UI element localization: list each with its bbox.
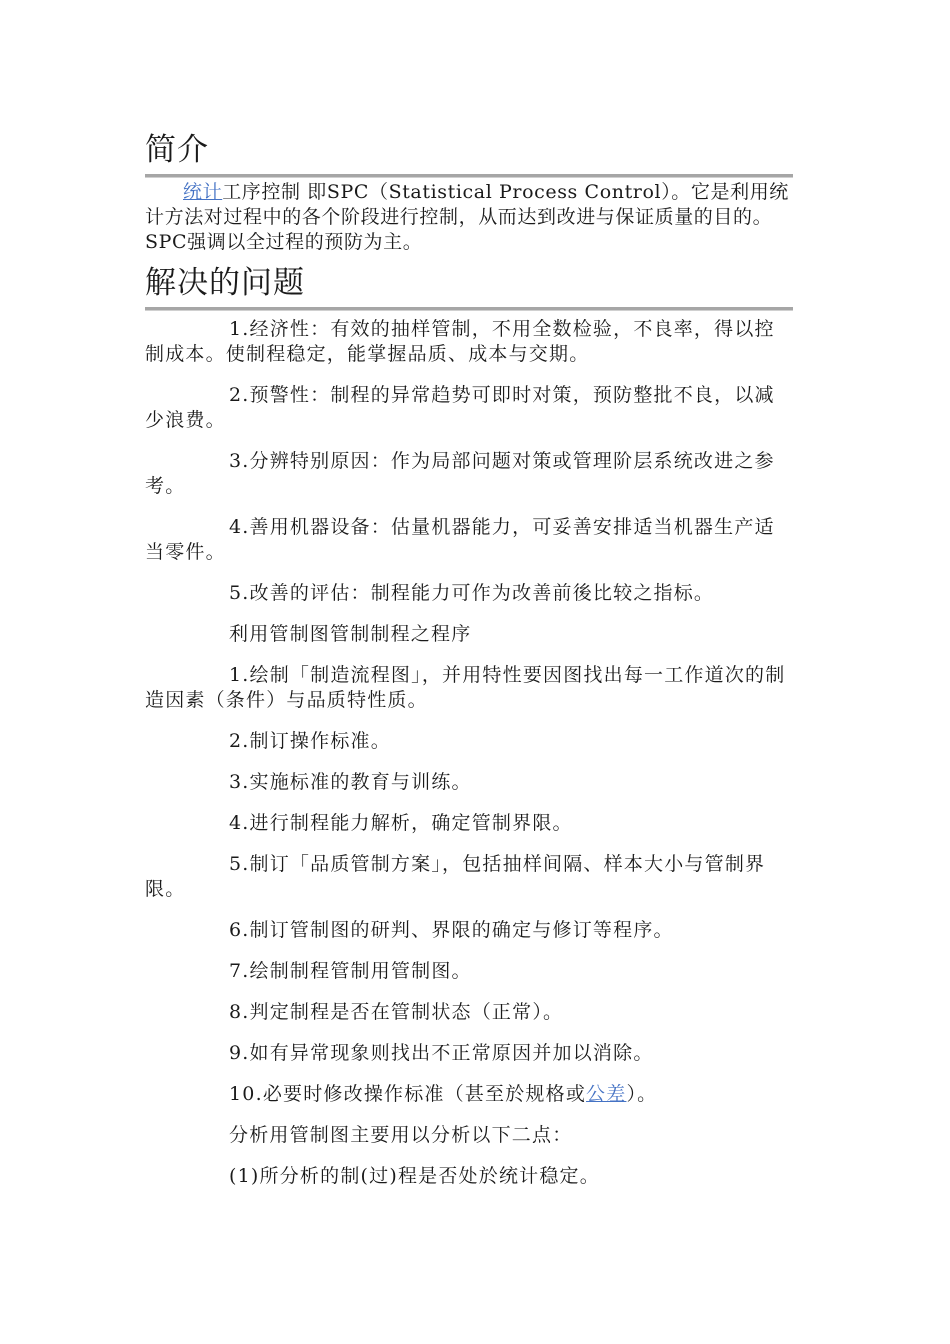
procedure-item-10 xyxy=(145,1082,793,1107)
procedure-item-8: 8.判定制程是否在管制状态（正常）。 xyxy=(229,1001,564,1023)
procedure-item-3: 3.实施标准的教育与训练。 xyxy=(229,771,472,793)
statistics-link[interactable]: 统计 xyxy=(183,181,223,203)
procedure-item-2: 2.制订操作标准。 xyxy=(229,730,391,752)
tolerance-link[interactable]: 公差 xyxy=(586,1083,627,1105)
procedure-item-6: 6.制订管制图的研判、界限的确定与修订等程序。 xyxy=(229,919,674,941)
problem-item-2: 2.预警性：制程的异常趋势可即时对策，预防整批不良，以减少浪费。 xyxy=(145,384,775,431)
procedure-list xyxy=(145,663,793,1107)
procedure-title: 利用管制图管制制程之程序 xyxy=(229,623,472,645)
problems-list xyxy=(145,317,793,606)
problem-item-3: 3.分辨特别原因：作为局部问题对策或管理阶层系统改进之参考。 xyxy=(145,450,775,497)
analysis-item-1: (1)所分析的制(过)程是否处於统计稳定。 xyxy=(229,1165,600,1187)
problem-item-5: 5.改善的评估：制程能力可作为改善前後比较之指标。 xyxy=(229,582,715,604)
problem-item-4: 4.善用机器设备：估量机器能力，可妥善安排适当机器生产适当零件。 xyxy=(145,516,775,563)
problems-heading-rule xyxy=(145,307,793,311)
procedure-item-5: 5.制订「品质管制方案」，包括抽样间隔、样本大小与管制界限。 xyxy=(145,853,766,900)
procedure-item-10-prefix: 10.必要时修改操作标准（甚至於规格或 xyxy=(229,1083,587,1105)
document-page xyxy=(145,128,793,1189)
procedure-item-10-suffix: ）。 xyxy=(626,1083,658,1105)
intro-paragraph xyxy=(145,180,793,255)
procedure-item-1: 1.绘制「制造流程图」，并用特性要因图找出每一工作道次的制造因素（条件）与品质特性质。 xyxy=(145,664,786,711)
intro-heading-rule xyxy=(145,174,793,178)
intro-heading: 简介 xyxy=(145,132,209,168)
procedure-item-9: 9.如有异常现象则找出不正常原因并加以消除。 xyxy=(229,1042,654,1064)
problems-heading: 解决的问题 xyxy=(145,265,305,301)
procedure-item-4: 4.进行制程能力解析，确定管制界限。 xyxy=(229,812,573,834)
problem-item-1: 1.经济性：有效的抽样管制，不用全数检验，不良率，得以控制成本。使制程稳定，能掌握品质、成本与交期。 xyxy=(145,318,775,365)
procedure-item-7: 7.绘制制程管制用管制图。 xyxy=(229,960,472,982)
intro-text: 工序控制 即SPC（Statistical Process Control）。它是利用统计方法对过程中的各个阶段进行控制，从而达到改进与保证质量的目的。SPC强调以全过程的预防为主。 xyxy=(145,181,789,253)
analysis-title: 分析用管制图主要用以分析以下二点： xyxy=(229,1124,573,1146)
